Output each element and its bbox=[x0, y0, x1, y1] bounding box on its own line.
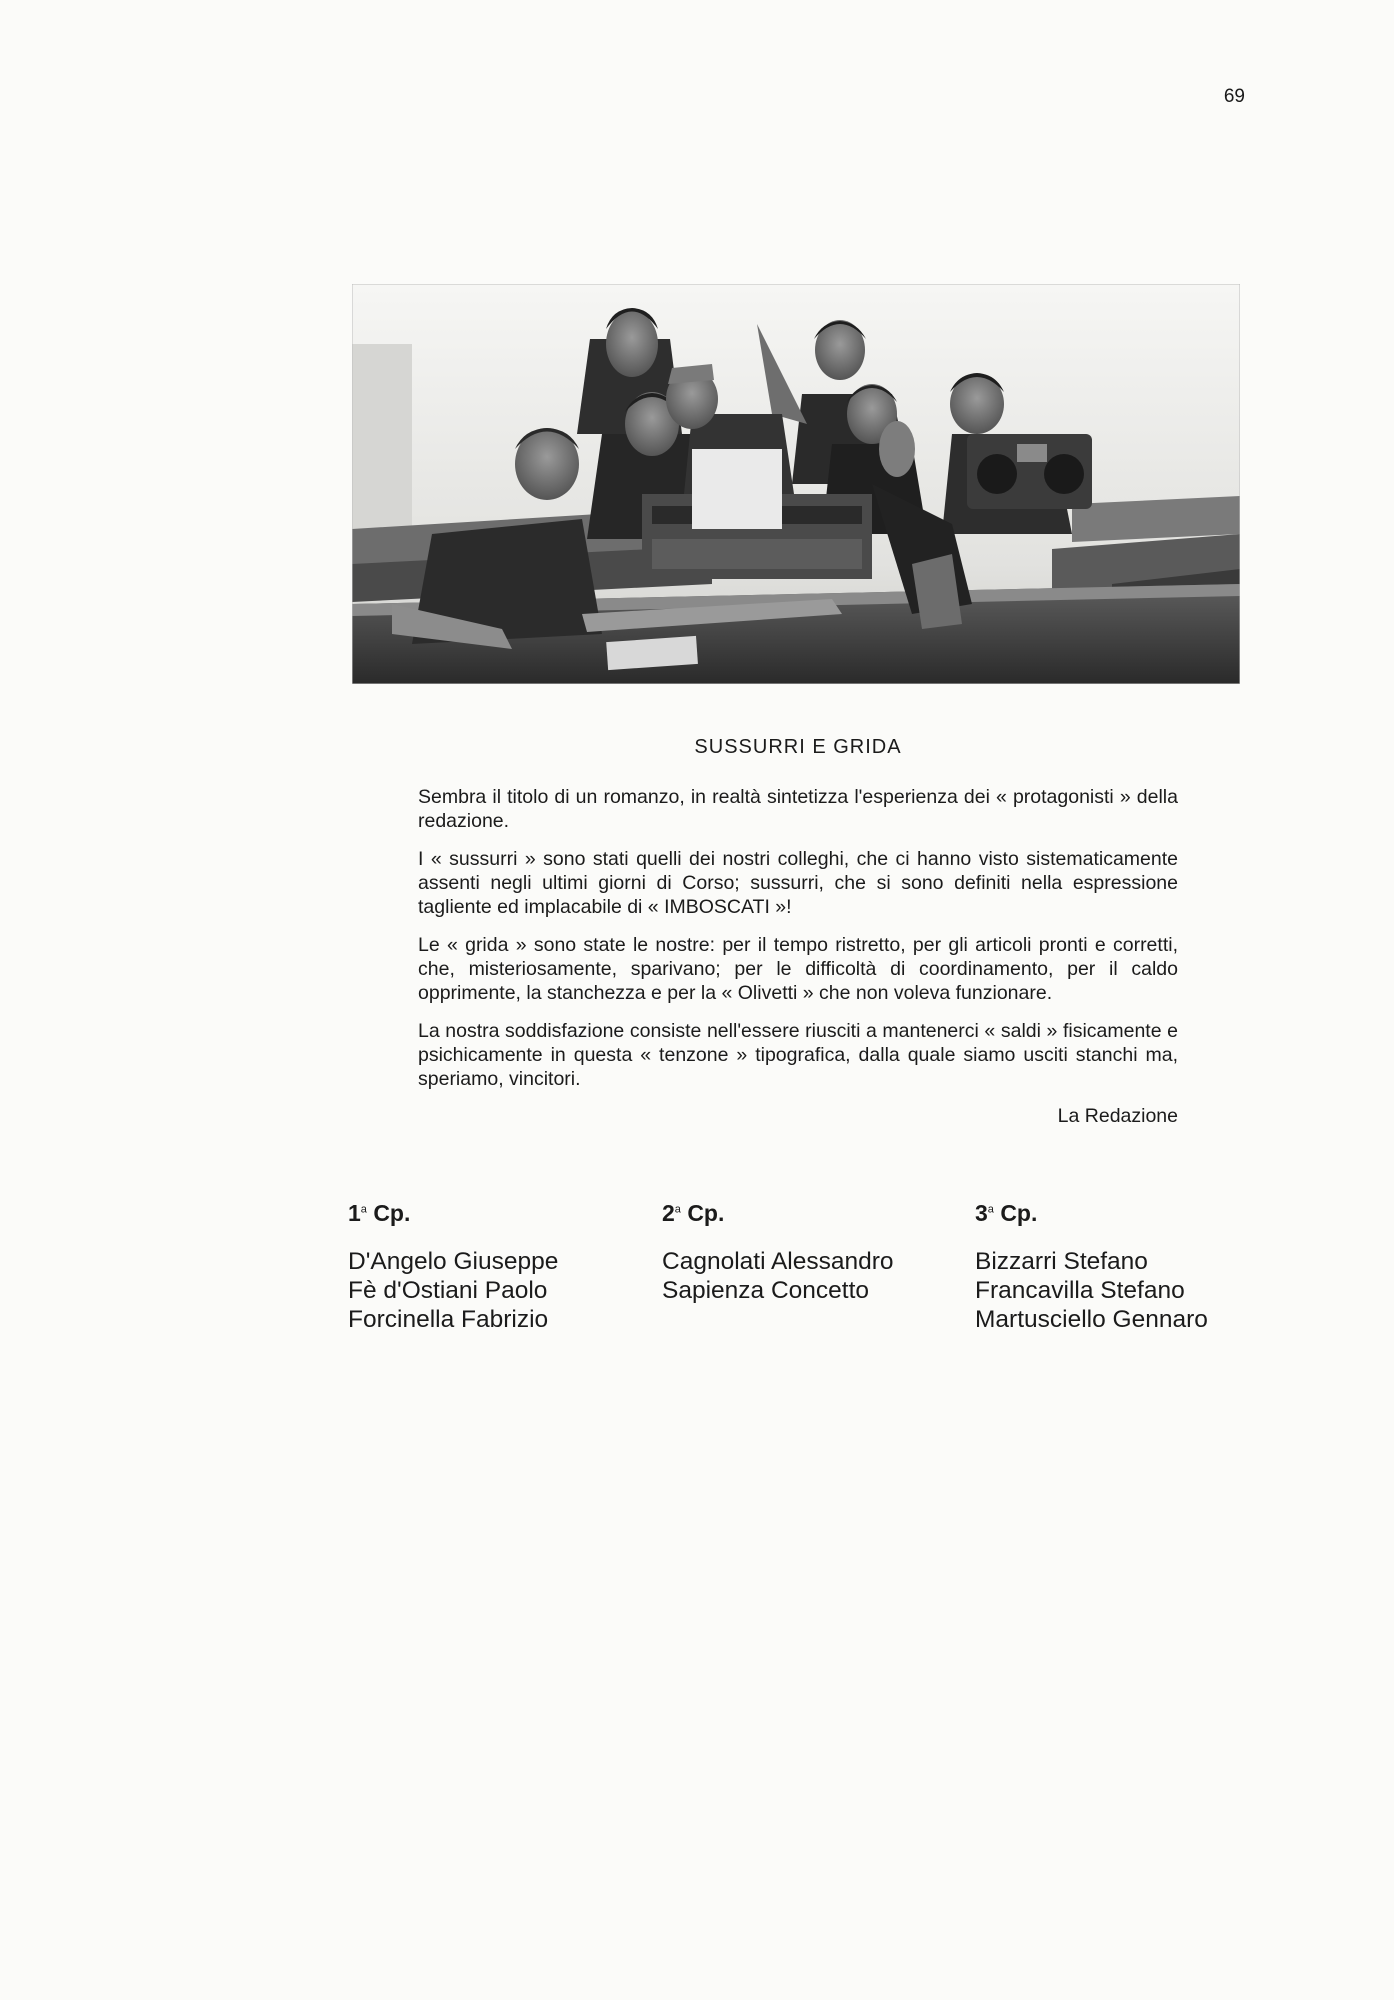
article-paragraph: Sembra il titolo di un romanzo, in realtà sintetizza l'esperienza dei « protagonisti » della redazione. bbox=[418, 786, 1178, 832]
company-title: 2$^a$ Cp. bbox=[662, 1200, 725, 1226]
company-title: 1$^a$ Cp. bbox=[348, 1200, 411, 1226]
member-name: Bizzarri Stefano bbox=[975, 1248, 1148, 1275]
company-3 bbox=[975, 1200, 1208, 1334]
article-paragraph: Le « grida » sono state le nostre: per il tempo ristretto, per gli articoli pronti e corretti, che, misteriosamente, sparivano; per le difficoltà di coordinamento, per il caldo opprimente, la stanchezza e per la « Olivetti » che non voleva funzionare. bbox=[418, 934, 1178, 1004]
member-name: D'Angelo Giuseppe bbox=[348, 1248, 559, 1275]
member-name: Cagnolati Alessandro bbox=[662, 1248, 894, 1275]
member-name: Sapienza Concetto bbox=[662, 1277, 870, 1304]
article-title: SUSSURRI E GRIDA bbox=[694, 736, 902, 758]
company-1 bbox=[348, 1200, 558, 1334]
company-title: 3$^a$ Cp. bbox=[975, 1200, 1038, 1226]
article-paragraph: I « sussurri » sono stati quelli dei nostri colleghi, che ci hanno visto sistematicamente assenti negli ultimi giorni di Corso; sussurri, che si sono definiti nella espressione tagliente ed implacabile di « IMBOSCATI »! bbox=[418, 848, 1178, 918]
member-name: Francavilla Stefano bbox=[975, 1277, 1185, 1304]
company-2 bbox=[662, 1200, 894, 1305]
article bbox=[418, 736, 1178, 1128]
article-signature: La Redazione bbox=[1057, 1105, 1178, 1127]
article-paragraph: La nostra soddisfazione consiste nell'essere riusciti a mantenerci « saldi » fisicamente e psichicamente in questa « tenzone » tipografica, dalla quale siamo usciti stanchi ma, speriamo, vincitori. bbox=[418, 1020, 1178, 1090]
member-name: Fè d'Ostiani Paolo bbox=[348, 1277, 548, 1304]
member-name: Forcinella Fabrizio bbox=[348, 1306, 549, 1333]
page-number: 69 bbox=[1223, 86, 1245, 107]
group-photo bbox=[352, 284, 1240, 684]
member-name: Martusciello Gennaro bbox=[975, 1306, 1208, 1333]
